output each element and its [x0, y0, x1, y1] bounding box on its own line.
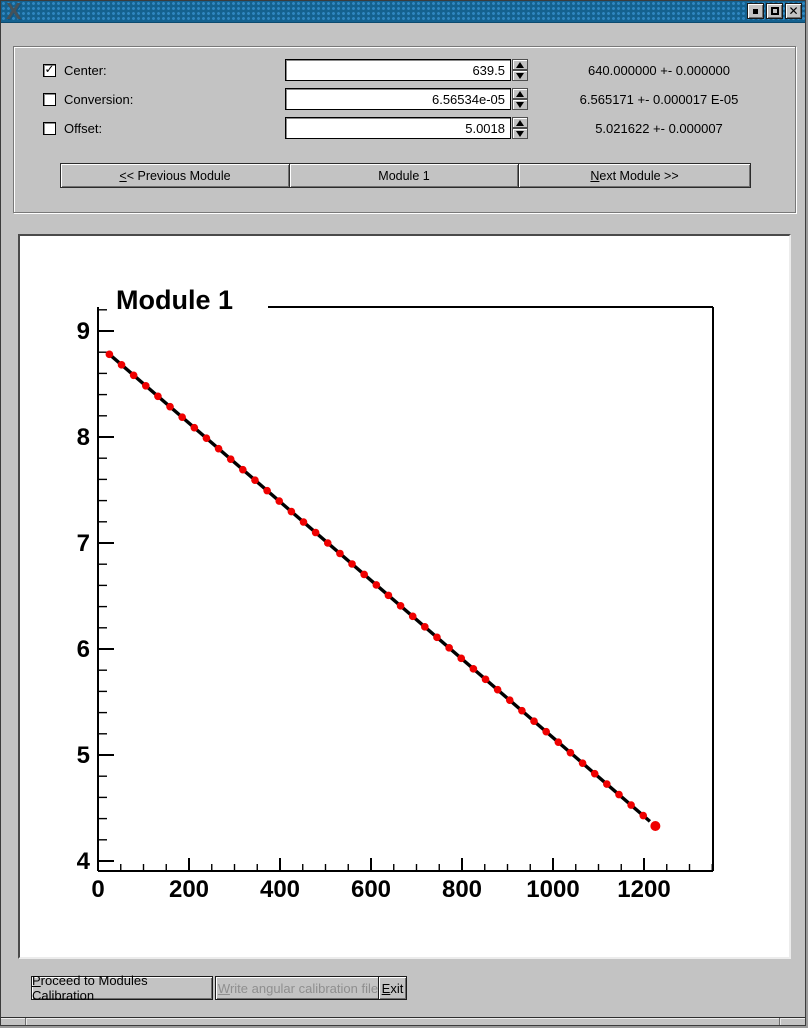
- svg-text:0: 0: [91, 876, 105, 903]
- module-calibration-plot: [26, 239, 784, 951]
- plot-title: Module 1: [116, 285, 234, 315]
- data-point: [409, 613, 417, 621]
- data-point: [300, 518, 308, 526]
- resize-handle-divider: [25, 1018, 27, 1026]
- arrow-up-icon: [516, 91, 524, 97]
- data-point: [118, 361, 126, 369]
- svg-text:1200: 1200: [617, 876, 671, 903]
- data-point: [251, 476, 259, 484]
- axis-ticks: [98, 310, 712, 871]
- data-point: [203, 434, 211, 442]
- center-row: [14, 58, 795, 82]
- data-point: [603, 780, 611, 788]
- plot-frame: [98, 307, 713, 871]
- close-icon: ✕: [788, 4, 799, 18]
- svg-text:7: 7: [76, 530, 90, 557]
- data-point: [506, 696, 514, 704]
- data-point: [518, 707, 526, 715]
- svg-text:6: 6: [76, 636, 90, 663]
- titlebar[interactable]: [1, 1, 805, 23]
- svg-text:400: 400: [259, 876, 301, 903]
- arrow-up-icon: [516, 120, 524, 126]
- svg-text:8: 8: [76, 424, 90, 451]
- offset-spinner: [512, 117, 528, 139]
- data-point: [360, 571, 368, 579]
- maximize-icon: [771, 7, 779, 15]
- window-resize-frame[interactable]: [1, 1017, 805, 1025]
- data-point: [615, 791, 623, 799]
- data-point: [591, 770, 599, 778]
- center-input[interactable]: [285, 59, 511, 81]
- data-point: [530, 717, 538, 725]
- calibration-controls-panel: [13, 46, 796, 213]
- arrow-down-icon: [516, 131, 524, 137]
- previous-module-button[interactable]: << Previous Module: [60, 163, 290, 188]
- data-point: [494, 686, 502, 694]
- svg-text:9: 9: [76, 318, 90, 345]
- maximize-button[interactable]: [766, 3, 783, 19]
- data-point: [373, 581, 381, 589]
- offset-readout: 5.021622 +- 0.000007: [595, 120, 723, 136]
- data-point: [421, 623, 429, 631]
- data-point: [457, 655, 465, 663]
- data-point: [191, 424, 199, 432]
- minimize-icon: [753, 9, 758, 14]
- offset-label: Offset:: [64, 120, 103, 136]
- offset-row: [14, 116, 795, 140]
- center-spin-down-button[interactable]: [512, 70, 528, 81]
- conversion-spin-down-button[interactable]: [512, 99, 528, 110]
- data-point: [227, 455, 235, 463]
- data-point: [275, 497, 283, 505]
- chart-panel: [18, 234, 791, 959]
- close-button[interactable]: [785, 3, 802, 19]
- data-point: [336, 550, 344, 558]
- data-point: [348, 560, 356, 568]
- data-point: [627, 801, 635, 809]
- write-angular-calibration-file-button[interactable]: Write angular calibration file: [215, 976, 381, 1000]
- data-point: [579, 759, 587, 767]
- data-point: [385, 592, 393, 600]
- data-point: [482, 676, 490, 684]
- svg-text:5: 5: [76, 742, 90, 769]
- data-point: [166, 403, 174, 411]
- offset-spin-up-button[interactable]: [512, 117, 528, 128]
- center-spinfield: [285, 59, 528, 81]
- data-point: [542, 728, 550, 736]
- center-label: Center:: [64, 62, 107, 78]
- center-spinner: [512, 59, 528, 81]
- axis-tick-labels: [77, 318, 671, 903]
- proceed-to-modules-calibration-button[interactable]: Proceed to Modules Calibration: [31, 976, 213, 1000]
- data-point: [470, 665, 478, 673]
- conversion-spinfield: [285, 88, 528, 110]
- data-point: [239, 466, 247, 474]
- data-point: [397, 602, 405, 610]
- data-point: [567, 749, 575, 757]
- data-point: [650, 821, 660, 831]
- window-controls: [747, 3, 802, 19]
- offset-spinfield: [285, 117, 528, 139]
- offset-input[interactable]: [285, 117, 511, 139]
- data-point: [555, 738, 563, 746]
- data-point: [178, 413, 186, 421]
- minimize-button[interactable]: [747, 3, 764, 19]
- svg-text:1000: 1000: [526, 876, 580, 903]
- center-checkbox[interactable]: [43, 61, 56, 77]
- conversion-input[interactable]: [285, 88, 511, 110]
- center-spin-up-button[interactable]: [512, 59, 528, 70]
- conversion-readout: 6.565171 +- 0.000017 E-05: [579, 91, 739, 107]
- module-nav-row: [60, 163, 751, 188]
- arrow-down-icon: [516, 73, 524, 79]
- offset-spin-down-button[interactable]: [512, 128, 528, 139]
- next-module-button[interactable]: Next Module >>: [518, 163, 751, 188]
- data-point: [324, 539, 332, 547]
- data-point: [215, 445, 223, 453]
- conversion-spin-up-button[interactable]: [512, 88, 528, 99]
- svg-text:4: 4: [76, 848, 90, 875]
- data-point: [154, 392, 162, 400]
- conversion-label: Conversion:: [64, 91, 134, 107]
- conversion-row: [14, 87, 795, 111]
- data-point: [130, 372, 138, 380]
- svg-text:600: 600: [350, 876, 392, 903]
- exit-button[interactable]: Exit: [378, 976, 407, 1000]
- data-point: [288, 508, 296, 516]
- svg-text:200: 200: [168, 876, 210, 903]
- conversion-checkbox[interactable]: [43, 93, 56, 106]
- arrow-up-icon: [516, 62, 524, 68]
- data-point: [312, 529, 320, 537]
- arrow-down-icon: [516, 102, 524, 108]
- offset-checkbox[interactable]: [43, 122, 56, 135]
- data-point: [142, 382, 150, 390]
- current-module-label: Module 1: [289, 163, 519, 188]
- svg-text:800: 800: [441, 876, 483, 903]
- data-point: [106, 351, 114, 359]
- data-point: [639, 812, 647, 820]
- resize-handle-divider: [779, 1018, 781, 1026]
- check-icon: ✓: [44, 61, 55, 76]
- data-point: [433, 634, 441, 642]
- data-point: [445, 644, 453, 652]
- x11-logo-icon: X: [6, 0, 22, 24]
- data-point: [263, 487, 271, 495]
- center-readout: 640.000000 +- 0.000000: [587, 62, 731, 78]
- conversion-spinner: [512, 88, 528, 110]
